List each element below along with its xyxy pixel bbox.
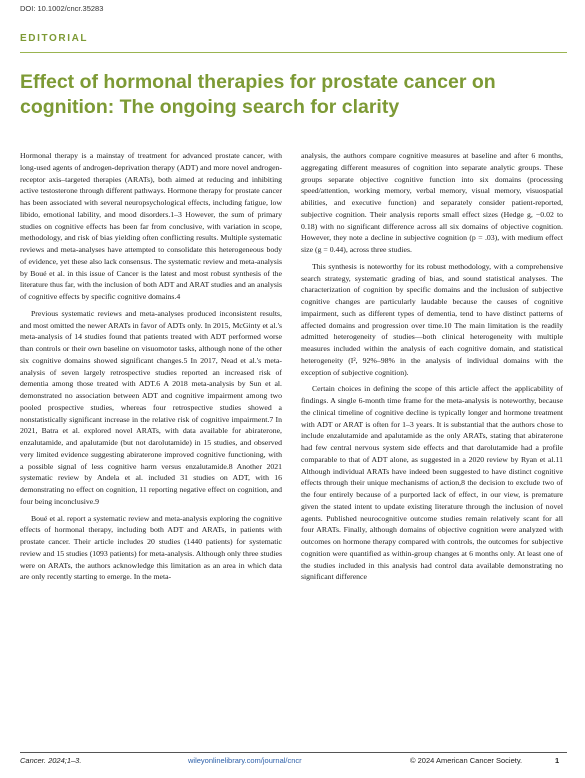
footer-journal: Cancer. 2024;1–3. — [20, 756, 82, 765]
section-label: EDITORIAL — [20, 33, 89, 44]
footer-rule — [20, 752, 567, 753]
paragraph: analysis, the authors compare cognitive measures at baseline and after 6 months, aggregating different measures of cognition into separate analytic groups. These groups separate objective cognitive function into six domains (processing speed/attention, working memory, verbal memory, visual memory, visuospatial abilities, and executive function) and separately consider patient-reported, subjective cognition. Their analysis reports small effect sizes (Hedge g, −0.02 to 0.18) with no significant difference across all six domains of objective cognition. However, they note a decline in subjective cognition (p = .03), with medium effect size (g = 0.44), across three studies. — [301, 151, 563, 254]
paragraph: Hormonal therapy is a mainstay of treatment for advanced prostate cancer, with long-used agents of androgen-deprivation therapy (ADT) and more novel androgen-receptor axis–targeted therapies (ARATs), both aimed at reducing and inhibiting active testosterone through different pathways. Hormone therapy for prostate cancer has been associated with several neuropsychological effects, including fatigue, low libido, emotional lability, and mood disorders.1–3 However, the sum of primary studies on cognitive effects has been far from conclusive, with variation in scope, methodology, and risk of bias yielding often conflicting results. Multiple systematic reviews and meta-analyses have attempted to consolidate this heterogeneous body of evidence, yet these also lack consensus. The systematic review and meta-analysis by Boué et al. in this issue of Cancer is the latest and most robust synthesis of the literature thus far, with the inclusion of both ADT and ARAT studies and an analysis of cognitive effects by specific cognitive domains.4 — [20, 151, 282, 301]
article-title: Effect of hormonal therapies for prostate cancer on cognition: The ongoing search for clarity — [20, 71, 496, 118]
footer-url-link[interactable]: wileyonlinelibrary.com/journal/cncr — [188, 756, 302, 765]
footer-copyright: © 2024 American Cancer Society. — [410, 756, 523, 765]
page-number: 1 — [555, 756, 560, 765]
header-rule — [20, 52, 567, 53]
paragraph: Boué et al. report a systematic review and meta-analysis exploring the cognitive effects of hormonal therapy, including both ADT and ARATs, in patients with prostate cancer. Their article includes 20 studies (1440 patients) for systematic review and 15 studies (1093 patients) for meta-analysis. Although only three studies were on ARATs, the authors acknowledge this limitation as an area in which data are only recently starting to emerge. In the meta- — [20, 513, 282, 582]
paragraph: Previous systematic reviews and meta-analyses produced inconsistent results, and most omitted the newer ARATs in favor of ADTs only. In 2015, McGinty et al.'s meta-analysis of 14 studies found that patients treated with ADT performed worse than controls or their own baseline on visuomotor tasks, although none of the other six cognitive domains showed significant changes.5 In 2017, Nead et al.'s meta-analysis of seven largely retrospective studies reported an increased risk of dementia among those treated with ADT.6 A 2018 meta-analysis by Sun et al. demonstrated no association between ADT and cognitive impairment among two pooled prospective studies, whereas four retrospective studies showed a nonstatistically significant increase in the relative risk of cognitive impairment.7 In 2021, Batra et al. explored novel ARATs, with data available for abiraterone, enzalutamide, and apalutamide (but not darolutamide) in 15 studies, and observed very limited evidence suggesting abiraterone improved cognitive functioning, with a possible signal of less cognitive harm versus enzalutamide.8 Another 2021 systematic review by Andela et al. included 31 studies on ADT, with 16 demonstrating no effect on cognition, 11 reporting negative effect on cognition, and four being inconclusive.9 — [20, 308, 282, 506]
paragraph: This synthesis is noteworthy for its robust methodology, with a comprehensive search strategy, systematic grading of bias, and sound statistical analyses. The characterization of cognition by specific domains and the inclusion of subjective cognitive changes are particularly laudable because the causes of cognitive impairment, such as different types of dementia, tend to have distinct patterns of affected domains and progression over time.10 The main limitation is the readily admitted heterogeneity of studies—both clinical heterogeneity with multiple measures included within the analysis of each cognitive domain, and statistical heterogeneity (I², 92%–98% in the analysis of individual domains with the exception of subjective cognition). — [301, 261, 563, 377]
left-column — [20, 150, 282, 588]
doi: DOI: 10.1002/cncr.35283 — [20, 4, 104, 13]
paragraph: Certain choices in defining the scope of this article affect the applicability of findings. A single 6-month time frame for the meta-analysis is noteworthy, because the clinical timeline of cognitive decline is typically longer and hormone treatment with ADT or ARAT is often for 1–3 years. It is substantial that the authors chose to include enzalutamide and apalutamide as the only ARATs, stating that abiraterone had few central nervous system side effects and that darolutamide had a profile comparable to that of ADT alone, as suggested in a 2020 review by Ryan et al.11 Although individual ARATs have indeed been suggested to have distinct cognitive effects through their unique mechanisms of action,8 the decision to exclude two of the four entirely because of a purported lack of effect, in our view, is premature given the stated intent to update existing literature through the inclusion of novel agents. Published neurocognitive outcome studies remain relatively scant for all four ARATs. Finally, although domains of objective cognition were analyzed with outcomes on hormone therapy compared with controls, the outcomes for subjective cognition were quantified as within-group changes at 6 months only. At least one of the studies included in this analysis had control data available demonstrating no significant difference — [301, 384, 563, 582]
right-column — [301, 150, 563, 588]
